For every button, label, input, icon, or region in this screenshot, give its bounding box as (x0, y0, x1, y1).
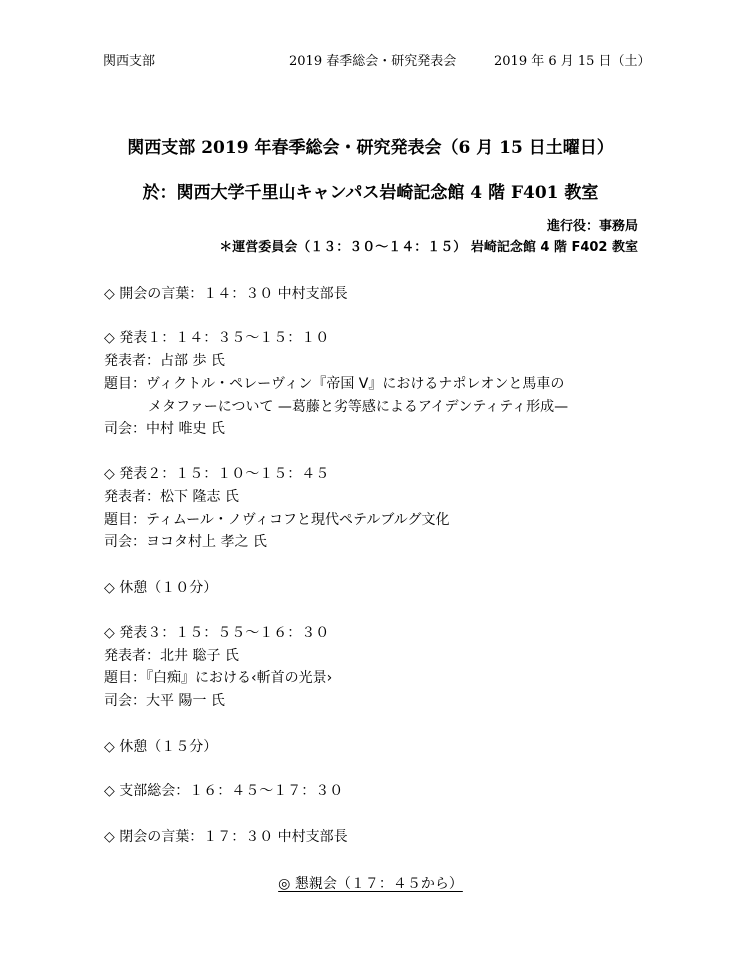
committee-note: ＊運営委員会（１３：３０～１４：１５） 岩崎記念館 4 階 F402 教室 (219, 240, 638, 255)
talk3-heading: ◇ 発表３：１５：５５～１６：３０ (104, 625, 330, 641)
talk3-chair: 司会：大平 陽一 氏 (104, 693, 225, 709)
talk2-presenter: 発表者：松下 隆志 氏 (104, 489, 239, 505)
break-2: ◇ 休憩（１５分） (104, 739, 218, 755)
moderator-note: 進行役：事務局 (546, 219, 638, 234)
talk2-title: 題目：ティムール・ノヴィコフと現代ペテルブルグ文化 (104, 512, 450, 528)
talk2-heading: ◇ 発表２：１５：１０～１５：４５ (104, 466, 330, 482)
header-date: 2019 年 6 月 15 日（土） (494, 54, 651, 69)
talk1-title-line1: 題目：ヴィクトル・ペレーヴィン『帝国 V』におけるナポレオンと馬車の (104, 376, 565, 392)
talk2-chair: 司会：ヨコタ村上 孝之 氏 (104, 534, 267, 550)
talk1-presenter: 発表者：占部 歩 氏 (104, 353, 225, 369)
document-title: 関西支部 2019 年春季総会・研究発表会（6 月 15 日土曜日） (127, 138, 614, 158)
talk1-chair: 司会：中村 唯史 氏 (104, 421, 225, 437)
header-event: 2019 春季総会・研究発表会 (289, 54, 457, 69)
opening-remarks: ◇ 開会の言葉：１４：３０ 中村支部長 (104, 286, 348, 302)
talk3-presenter: 発表者：北井 聡子 氏 (104, 648, 239, 664)
talk3-title: 題目：『白痴』における‹斬首の光景› (104, 670, 333, 686)
branch-meeting: ◇ 支部総会：１６：４５～１７：３０ (104, 783, 344, 799)
talk1-title-line2: メタファーについて —葛藤と劣等感によるアイデンティティ形成— (148, 399, 569, 415)
reception-text: ◎ 懇親会（１７：４５から） (278, 876, 463, 892)
closing-remarks: ◇ 閉会の言葉：１７：３０ 中村支部長 (104, 829, 348, 845)
talk1-heading: ◇ 発表１：１４：３５～１５：１０ (104, 330, 330, 346)
header-branch: 関西支部 (103, 54, 156, 69)
reception-line (0, 873, 741, 893)
venue-title: 於：関西大学千里山キャンパス岩崎記念館 4 階 F401 教室 (142, 183, 599, 203)
break-1: ◇ 休憩（１０分） (104, 580, 218, 596)
